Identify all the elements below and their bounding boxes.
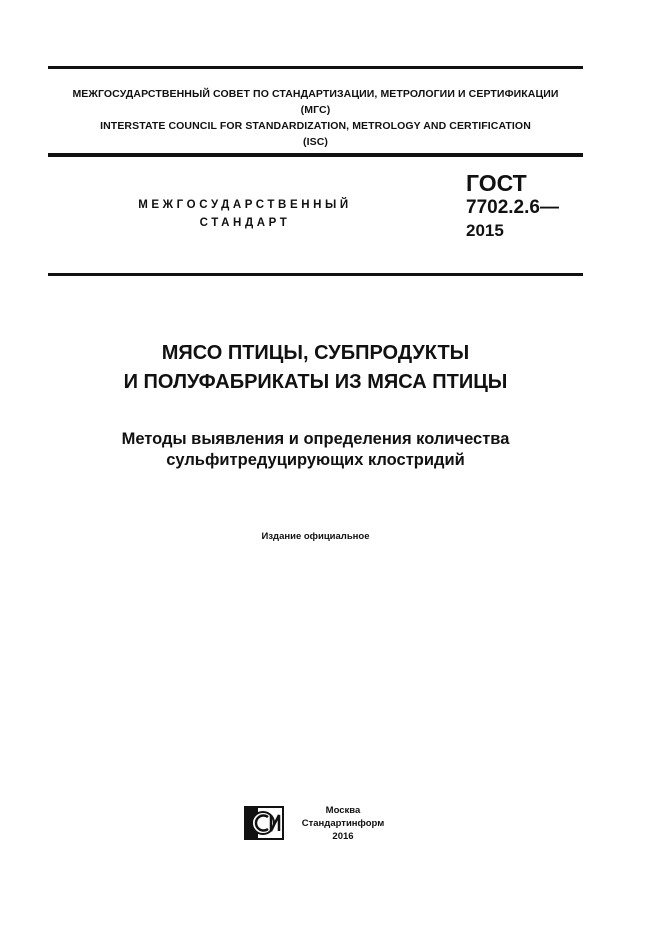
standartinform-logo-icon: [244, 806, 284, 840]
designation-number: 7702.2.6—: [466, 197, 559, 218]
title-line2: И ПОЛУФАБРИКАТЫ ИЗ МЯСА ПТИЦЫ: [123, 371, 508, 393]
standard-type-line1: МЕЖГОСУДАРСТВЕННЫЙ: [138, 199, 352, 211]
council-name-ru: МЕЖГОСУДАРСТВЕННЫЙ СОВЕТ ПО СТАНДАРТИЗАЦИИ, МЕТРОЛОГИИ И СЕРТИФИКАЦИИ: [72, 88, 559, 100]
title-line1: МЯСО ПТИЦЫ, СУБПРОДУКТЫ: [161, 342, 470, 364]
council-divider-rule: [48, 153, 583, 157]
council-name-en: INTERSTATE COUNCIL FOR STANDARDIZATION, METROLOGY AND CERTIFICATION: [100, 120, 531, 132]
edition-label: Издание официальное: [261, 531, 370, 542]
top-rule: [48, 66, 583, 69]
document-title: [48, 339, 583, 397]
subtitle-line1: Методы выявления и определения количества: [121, 430, 510, 448]
designation-prefix: ГОСТ: [466, 170, 527, 196]
council-abbr-en: (ISC): [303, 136, 328, 148]
designation-divider-rule: [48, 273, 583, 276]
publisher-city: Москва: [325, 805, 361, 816]
subtitle-line2: сульфитредуцирующих клостридий: [166, 451, 465, 469]
standard-type-line2: СТАНДАРТ: [199, 217, 291, 229]
publisher-year: 2016: [332, 831, 354, 842]
council-abbr-ru: (МГС): [300, 104, 331, 116]
council-header: [48, 86, 583, 150]
publisher-name: Стандартинформ: [301, 818, 385, 829]
standard-designation: [466, 170, 559, 242]
standard-type: [100, 196, 390, 232]
designation-year: 2015: [466, 221, 504, 240]
publisher-block: [298, 804, 388, 843]
document-subtitle: [48, 429, 583, 471]
